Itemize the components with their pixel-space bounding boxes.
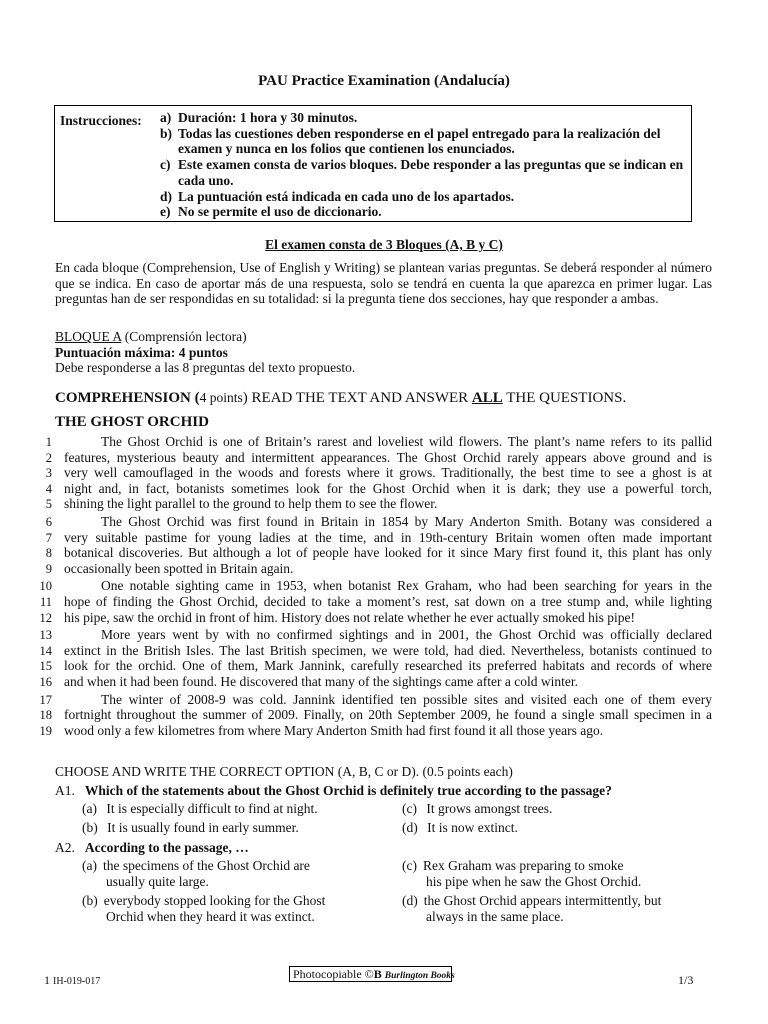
photocopiable-label: Photocopiable bbox=[293, 967, 362, 981]
text-line: extinct in the British Isles. The last British specimen, we were told, had died. Nevertheless, botanists continued to bbox=[64, 642, 712, 658]
copyright-symbol: © bbox=[364, 967, 374, 981]
text-line: botanical discoveries. But although a lot of people have looked for it since Mary first found it, this plant has only bbox=[64, 545, 712, 561]
bloque-a bbox=[55, 329, 355, 376]
option-text: It is usually found in early summer. bbox=[107, 820, 299, 835]
bloque-title: BLOQUE A bbox=[55, 329, 122, 344]
text-line: occasionally been spotted in Britain again. bbox=[64, 560, 294, 576]
instructions-label: Instrucciones: bbox=[60, 113, 142, 128]
option-a1-a[interactable] bbox=[82, 801, 318, 817]
line-number: 8 bbox=[45, 546, 52, 561]
question-text: According to the passage, … bbox=[84, 840, 249, 855]
line-number: 9 bbox=[45, 561, 52, 576]
instruction-text: La puntuación está indicada en cada uno de los apartados. bbox=[178, 188, 515, 204]
instruction-text: Duración: 1 hora y 30 minutos. bbox=[178, 110, 358, 125]
line-number: 2 bbox=[45, 450, 52, 465]
question-number: A1. bbox=[55, 783, 75, 798]
page-title: PAU Practice Examination (Andalucía) bbox=[258, 73, 510, 89]
instruction-item bbox=[160, 110, 688, 126]
option-label: (b) bbox=[82, 893, 98, 908]
comprehension-instruction-end: THE QUESTIONS. bbox=[502, 390, 627, 406]
line-number: 14 bbox=[39, 643, 52, 658]
text-line: his pipe, saw the orchid in front of him. History does not relate whether he ever actually smoked his pipe! bbox=[64, 609, 635, 625]
option-text: It is now extinct. bbox=[427, 820, 518, 835]
bloque-max-score: Puntuación máxima: 4 puntos bbox=[55, 344, 228, 360]
publisher-name: Burlington Books bbox=[384, 971, 455, 981]
page-indicator: 1/3 bbox=[678, 973, 694, 987]
publisher-logo-icon: B bbox=[373, 967, 382, 981]
footer-left bbox=[44, 973, 100, 988]
text-line: look for the orchid. One of them, Mark Jannink, carefully researched its preferred habitats and records of where bbox=[64, 658, 712, 674]
line-number: 12 bbox=[39, 610, 52, 625]
option-a2-a[interactable] bbox=[82, 858, 310, 890]
choose-instruction: CHOOSE AND WRITE THE CORRECT OPTION (A, B, C or D). (0.5 points each) bbox=[55, 764, 513, 779]
bloque-title-line bbox=[55, 329, 355, 345]
intro-paragraph: En cada bloque (Comprehension, Use of English y Writing) se plantean varias preguntas. Se deberá responder al número que se indica. En caso de aportar más de una respuesta, solo se tendrá en cuenta la que aparezca en primer lugar. Las preguntas han de ser respondidas en su totalidad: si la pregunta tiene dos secciones, hay que responder a ambas. bbox=[55, 260, 712, 307]
instruction-text: Este examen consta de varios bloques. Debe responder a las preguntas que se indican en cada uno. bbox=[178, 157, 684, 188]
instruction-item bbox=[160, 204, 688, 220]
line-number: 18 bbox=[39, 708, 52, 723]
question-number: A2. bbox=[55, 840, 75, 855]
option-text: Rex Graham was preparing to smoke bbox=[422, 858, 624, 873]
instruction-letter: b) bbox=[160, 125, 173, 141]
line-number: 15 bbox=[39, 659, 52, 674]
footer-page-number: 1 bbox=[44, 973, 50, 987]
option-a1-c[interactable] bbox=[402, 801, 552, 817]
text-title: THE GHOST ORCHID bbox=[55, 414, 209, 430]
option-text: the specimens of the Ghost Orchid are bbox=[102, 858, 310, 873]
comprehension-heading bbox=[55, 390, 626, 407]
option-label: (c) bbox=[402, 858, 417, 873]
option-label: (c) bbox=[402, 801, 417, 816]
instruction-item bbox=[160, 157, 688, 188]
option-label: (a) bbox=[82, 858, 97, 873]
text-line: fortnight throughout the summer of 2009. Finally, on 20th September 2009, he found a single small specimen in a bbox=[64, 707, 712, 723]
comprehension-all: ALL bbox=[471, 390, 503, 406]
text-line: very well camouflaged in the woods and forests where it grows. Traditionally, the best time to see a ghost is at bbox=[64, 465, 712, 481]
text-line: One notable sighting came in 1953, when botanist Rex Graham, who had been searching for years in the bbox=[101, 578, 712, 594]
instruction-text: Todas las cuestiones deben responderse en el papel entregado para la realización del examen y nunca en los folios que contienen los enunciados. bbox=[178, 125, 661, 157]
line-number: 11 bbox=[39, 595, 52, 609]
line-number: 4 bbox=[45, 481, 52, 496]
question-text: Which of the statements about the Ghost Orchid is definitely true according to the passage? bbox=[84, 783, 612, 798]
option-label: (d) bbox=[402, 820, 418, 835]
option-text: everybody stopped looking for the Ghost bbox=[103, 893, 326, 908]
text-line: The Ghost Orchid is one of Britain’s rarest and loveliest wild flowers. The plant’s name refers to its pallid bbox=[101, 434, 712, 449]
line-number: 3 bbox=[45, 466, 52, 481]
option-text-cont: usually quite large. bbox=[106, 874, 209, 889]
line-number: 17 bbox=[39, 692, 52, 707]
footer-code: IH-019-017 bbox=[53, 976, 101, 987]
bloque-subtitle: (Comprensión lectora) bbox=[121, 329, 247, 344]
line-number: 7 bbox=[45, 530, 52, 545]
text-line: hope of finding the Ghost Orchid, decided to take a moment’s rest, sat down on a tree stump and, while lighting bbox=[64, 594, 712, 609]
instruction-letter: e) bbox=[160, 204, 171, 220]
text-line: and when it had been found. He discovered that many of the sightings came after a cold winter. bbox=[64, 674, 578, 689]
instruction-letter: a) bbox=[160, 110, 172, 125]
line-number: 19 bbox=[39, 723, 52, 738]
option-a1-b[interactable] bbox=[82, 820, 299, 836]
option-a2-d[interactable] bbox=[402, 893, 661, 925]
question-a1 bbox=[55, 782, 612, 800]
line-number: 10 bbox=[39, 579, 52, 594]
comprehension-instruction: ) READ THE TEXT AND ANSWER bbox=[242, 390, 472, 406]
bloque-description: Debe responderse a las 8 preguntas del texto propuesto. bbox=[55, 360, 356, 376]
option-label: (d) bbox=[402, 893, 418, 908]
line-number: 13 bbox=[39, 628, 52, 643]
line-number: 16 bbox=[39, 675, 52, 689]
option-text-cont: always in the same place. bbox=[426, 909, 564, 924]
section-heading: El examen consta de 3 Bloques (A, B y C) bbox=[265, 237, 503, 252]
option-text: It is especially difficult to find at night. bbox=[106, 801, 318, 816]
line-number: 1 bbox=[45, 435, 52, 449]
question-a2 bbox=[55, 839, 249, 857]
text-line: The Ghost Orchid was first found in Britain in 1854 by Mary Anderton Smith. Botany was considered a bbox=[101, 514, 712, 529]
option-a2-c[interactable] bbox=[402, 858, 641, 890]
instruction-item bbox=[160, 126, 688, 157]
option-a2-b[interactable] bbox=[82, 893, 325, 925]
line-number: 5 bbox=[45, 497, 52, 512]
option-text: It grows amongst trees. bbox=[426, 801, 553, 816]
instruction-letter: d) bbox=[160, 188, 173, 204]
comprehension-label: COMPREHENSION ( bbox=[55, 390, 200, 406]
text-line: very suitable pastime for young ladies at the time, and in 19th-century Britain women often made important bbox=[64, 529, 712, 545]
option-text-cont: Orchid when they heard it was extinct. bbox=[106, 909, 315, 924]
text-line: wood only a few kilometres from where Mary Anderton Smith had first found it all those years ago. bbox=[64, 722, 604, 738]
text-line: night and, in fact, botanists sometimes look for the Ghost Orchid when it is dark; they use a powerful torch, bbox=[64, 480, 712, 496]
instructions-list bbox=[160, 110, 688, 220]
comprehension-points: 4 points bbox=[199, 390, 243, 405]
text-line: More years went by with no confirmed sightings and in 2001, the Ghost Orchid was officially declared bbox=[101, 627, 712, 643]
text-line: features, mysterious beauty and intermittent appearances. The Ghost Orchid rarely appears above ground and is bbox=[64, 449, 712, 465]
photocopiable-badge bbox=[289, 966, 455, 982]
instructions-box bbox=[54, 105, 692, 222]
option-label: (a) bbox=[82, 801, 97, 816]
text-line: The winter of 2008-9 was cold. Jannink identified ten possible sites and visited each one of them every bbox=[101, 691, 712, 707]
option-a1-d[interactable] bbox=[402, 820, 518, 836]
instruction-text: No se permite el uso de diccionario. bbox=[178, 204, 382, 220]
option-text: the Ghost Orchid appears intermittently, but bbox=[423, 893, 662, 908]
instruction-letter: c) bbox=[160, 157, 171, 173]
text-line: shining the light parallel to the ground to help them to see the flower. bbox=[64, 496, 438, 512]
option-text-cont: his pipe when he saw the Ghost Orchid. bbox=[426, 874, 642, 889]
instruction-item bbox=[160, 189, 688, 205]
option-label: (b) bbox=[82, 820, 98, 835]
line-number: 6 bbox=[45, 515, 52, 529]
